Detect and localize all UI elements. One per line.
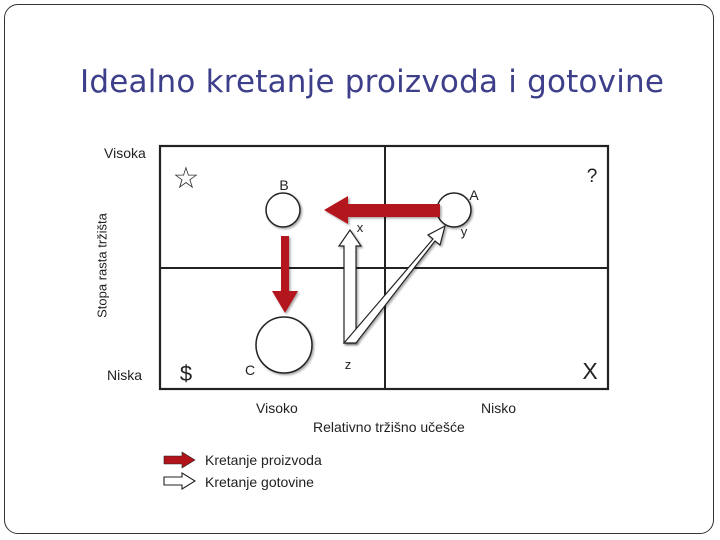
cash-point-z-label: z: [344, 357, 352, 372]
dog-symbol: X: [582, 358, 598, 384]
cash-point-y-label: y: [460, 224, 468, 239]
legend-product-label: Kretanje proizvoda: [205, 452, 322, 468]
cash-cow-symbol: $: [179, 361, 193, 386]
product-a-label: A: [469, 187, 479, 203]
cash-arrow-z-to-x: [339, 230, 361, 343]
cash-point-x-label: x: [356, 220, 364, 235]
legend-cash-label: Kretanje gotovine: [205, 474, 314, 490]
product-b-circle: [266, 193, 300, 227]
legend-product-arrow: [164, 452, 195, 468]
x-axis-high-label: Visoko: [256, 400, 298, 416]
product-a-circle: [437, 193, 471, 227]
x-axis-title: Relativno tržišno učešće: [313, 419, 465, 435]
product-arrow-a-to-b: [324, 196, 440, 224]
product-b-label: B: [279, 177, 289, 193]
legend: [164, 452, 322, 490]
portfolio-matrix: [160, 146, 608, 389]
question-mark-symbol: ?: [586, 166, 598, 187]
product-c-circle: [256, 317, 312, 373]
y-axis-title: Stopa rasta tržišta: [94, 213, 110, 318]
star-icon: ☆: [172, 161, 200, 196]
product-c-label: C: [244, 362, 256, 378]
legend-cash-arrow: [164, 473, 195, 489]
y-axis-high-label: Visoka: [104, 145, 146, 161]
y-axis-low-label: Niska: [107, 367, 143, 383]
slide-title: Idealno kretanje proizvoda i gotovine: [80, 64, 665, 100]
product-arrow-b-to-c: [272, 236, 298, 313]
x-axis-low-label: Nisko: [481, 400, 517, 416]
